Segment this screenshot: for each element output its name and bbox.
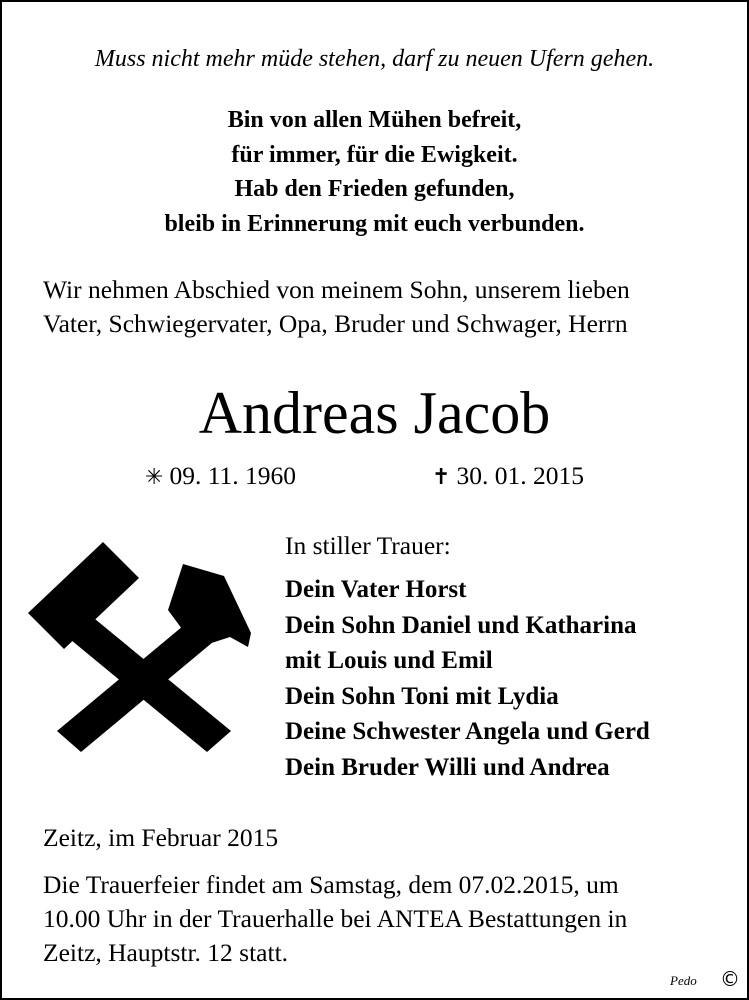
- death-date: 30. 01. 2015: [456, 461, 584, 490]
- mourner-name: Dein Sohn Toni mit Lydia: [285, 682, 559, 710]
- crossed-hammers-icon: [28, 540, 260, 752]
- place-date: Zeitz, im Februar 2015: [43, 823, 279, 852]
- designer-signature: Pedo: [670, 973, 697, 988]
- copyright-icon: ©: [720, 967, 740, 991]
- mourner-name: Dein Bruder Willi und Andrea: [285, 753, 610, 781]
- deceased-name: Andreas Jacob: [198, 380, 551, 446]
- poem: [2, 103, 747, 241]
- mourner-name: mit Louis und Emil: [285, 647, 493, 674]
- birth-star-icon: ✳: [145, 465, 164, 490]
- mourner-name: Dein Sohn Daniel und Katharina: [285, 611, 637, 639]
- mourner-name: Dein Vater Horst: [285, 576, 467, 603]
- mourner-name: Deine Schwester Angela und Gerd: [285, 718, 650, 745]
- poem-line: Hab den Frieden gefunden,: [234, 176, 515, 202]
- ceremony-line: 10.00 Uhr in der Trauerhalle bei ANTEA Bestattungen in: [43, 904, 628, 933]
- mourning-heading: In stiller Trauer:: [285, 531, 451, 560]
- poem-line: bleib in Erinnerung mit euch verbunden.: [164, 210, 585, 237]
- birth-date: 09. 11. 1960: [169, 461, 296, 490]
- poem-line: Bin von allen Mühen befreit,: [227, 107, 522, 133]
- mourners-list: [285, 572, 650, 785]
- ceremony-line: Zeitz, Hauptstr. 12 statt.: [43, 938, 289, 967]
- poem-line: für immer, für die Ewigkeit.: [231, 141, 518, 168]
- intro-line: Wir nehmen Abschied von meinem Sohn, unserem lieben: [43, 275, 630, 304]
- death-cross-icon: ✝: [432, 465, 451, 490]
- ceremony-info: [43, 868, 733, 970]
- birth-date-row: [145, 459, 296, 495]
- farewell-intro: [43, 273, 733, 341]
- ceremony-line: Die Trauerfeier findet am Samstag, dem 07.02.2015, um: [43, 870, 619, 899]
- motto: Muss nicht mehr müde stehen, darf zu neuen Ufern gehen.: [94, 46, 655, 72]
- intro-line: Vater, Schwiegervater, Opa, Bruder und Schwager, Herrn: [43, 309, 628, 338]
- death-date-row: [432, 459, 584, 495]
